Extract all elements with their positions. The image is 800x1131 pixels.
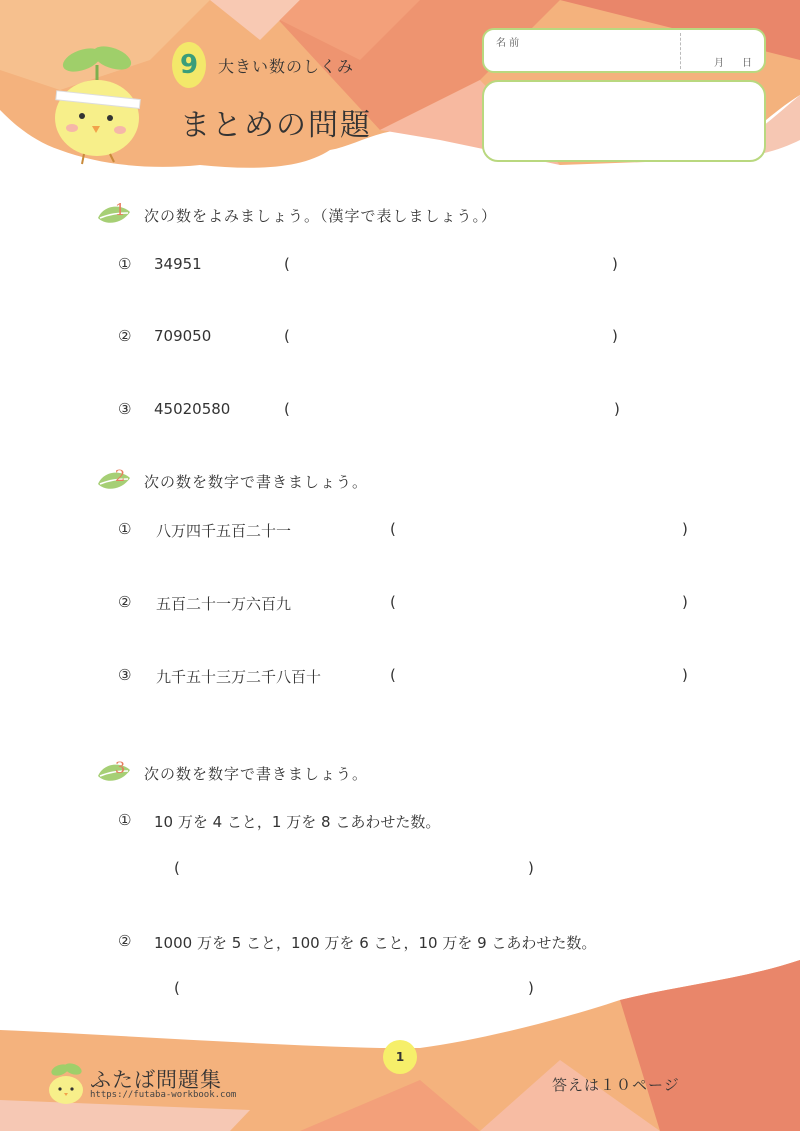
question-number: ① [118, 255, 132, 273]
question-number: ② [118, 327, 132, 345]
answer-close-paren: ) [612, 255, 618, 273]
page-title: まとめの問題 [180, 108, 372, 143]
question-number: ① [118, 520, 132, 538]
question-text: 34951 [154, 255, 202, 273]
section-instruction: 次の数を数字で書きましょう。 [144, 764, 369, 783]
leaf-icon [96, 468, 134, 494]
question-text: 八万四千五百二十一 [156, 522, 292, 540]
page-number: 1 [383, 1040, 417, 1074]
answer-close-paren: ) [528, 859, 534, 877]
unit-header [172, 42, 354, 88]
question-number: ② [118, 932, 132, 950]
question-text: 10 万を 4 こと，1 万を 8 こあわせた数。 [154, 813, 441, 831]
leaf-icon [96, 760, 134, 786]
question-number: ③ [118, 400, 132, 418]
answer-open-paren: ( [390, 520, 396, 538]
section-number: 2 [115, 466, 126, 485]
question-text: 45020580 [154, 400, 231, 418]
section-number: 1 [115, 200, 126, 219]
answer-close-paren: ) [612, 327, 618, 345]
day-label: 日 [742, 58, 752, 69]
answer-page-note: 答えは１０ページ [552, 1076, 680, 1094]
question-text: 1000 万を 5 こと，100 万を 6 こと，10 万を 9 こあわせた数。 [154, 934, 597, 952]
section-3-header [96, 760, 368, 786]
section-number: 3 [115, 758, 126, 777]
brand-name: ふたば問題集 [90, 1068, 222, 1092]
chick-mascot-icon [42, 40, 152, 165]
answer-close-paren: ) [682, 666, 688, 684]
name-label: 名 前 [496, 38, 520, 49]
answer-open-paren: ( [174, 979, 180, 997]
answer-open-paren: ( [174, 859, 180, 877]
name-field[interactable] [482, 28, 766, 73]
answer-open-paren: ( [390, 593, 396, 611]
question-text: 709050 [154, 327, 212, 345]
section-instruction: 次の数を数字で書きましょう。 [144, 472, 369, 491]
question-number: ③ [118, 666, 132, 684]
brand-url[interactable]: https://futaba-workbook.com [90, 1090, 237, 1100]
question-text: 九千五十三万二千八百十 [156, 668, 322, 686]
month-label: 月 [714, 58, 724, 69]
name-divider [680, 33, 681, 69]
section-instruction: 次の数をよみましょう。（漢字で表しましょう。） [144, 206, 498, 225]
answer-close-paren: ) [682, 593, 688, 611]
score-box[interactable] [482, 80, 766, 162]
unit-title: 大きい数のしくみ [218, 56, 355, 76]
question-number: ② [118, 593, 132, 611]
answer-open-paren: ( [284, 400, 290, 418]
answer-close-paren: ) [614, 400, 620, 418]
question-text: 五百二十一万六百九 [156, 595, 292, 613]
answer-open-paren: ( [284, 255, 290, 273]
unit-number-badge: 9 [172, 42, 206, 88]
section-2-header [96, 468, 368, 494]
leaf-icon [96, 202, 134, 228]
answer-open-paren: ( [284, 327, 290, 345]
answer-close-paren: ) [528, 979, 534, 997]
answer-close-paren: ) [682, 520, 688, 538]
brand-logo-icon [46, 1062, 86, 1104]
answer-open-paren: ( [390, 666, 396, 684]
question-number: ① [118, 811, 132, 829]
section-1-header [96, 202, 497, 228]
